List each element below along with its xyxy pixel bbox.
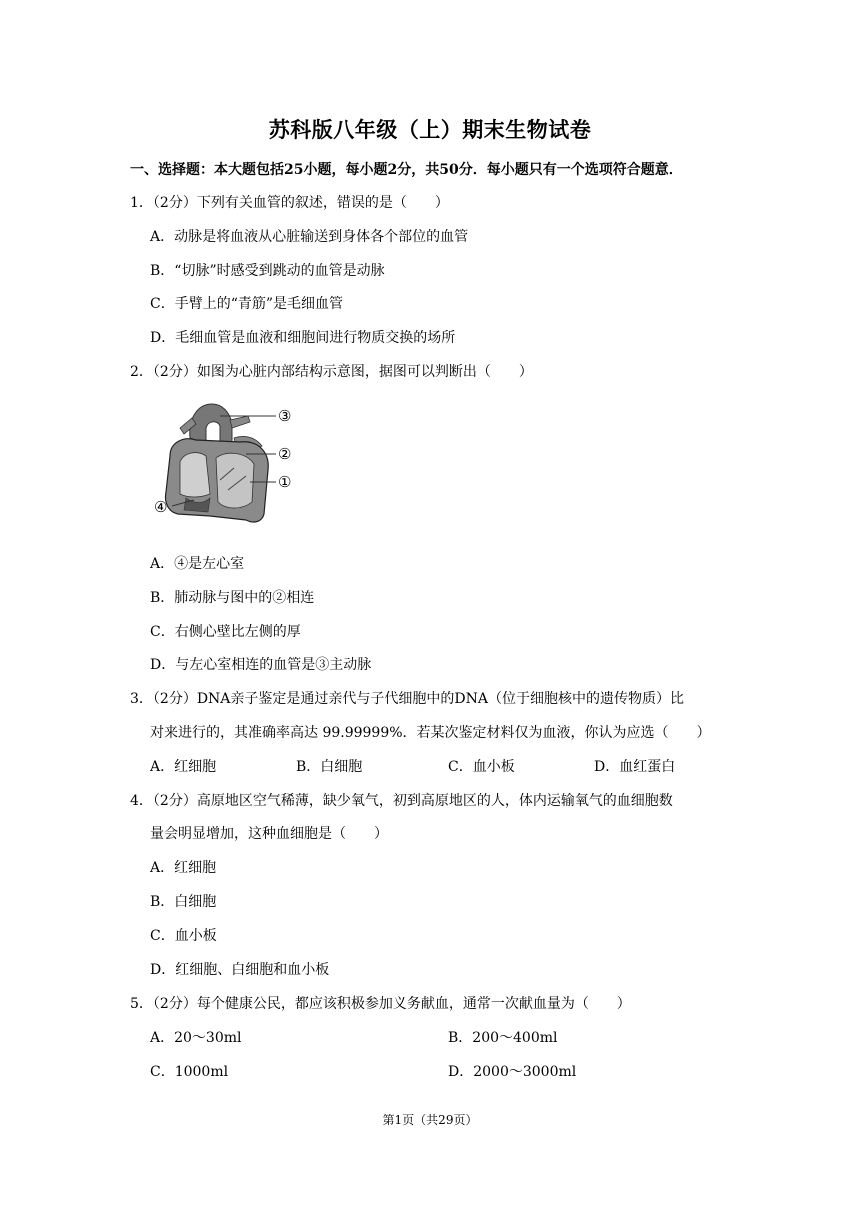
diagram-label-3: ③ (278, 407, 292, 425)
question-2-option-b: B．肺动脉与图中的②相连 (150, 590, 315, 606)
question-1-option-d: D．毛细血管是血液和细胞间进行物质交换的场所 (150, 330, 456, 346)
question-3-option-b: B．白细胞 (296, 759, 363, 775)
question-3-option-c: C．血小板 (448, 759, 515, 775)
question-2-option-d: D．与左心室相连的血管是③主动脉 (150, 657, 372, 673)
question-3-stem-line-1: 3．（2分）DNA亲子鉴定是通过亲代与子代细胞中的DNA（位于细胞核中的遗传物质）比 (130, 691, 684, 707)
question-4-option-c: C．血小板 (150, 928, 217, 944)
question-4-option-b: B．白细胞 (150, 894, 217, 910)
question-1-option-b: B．“切脉”时感受到跳动的血管是动脉 (150, 263, 385, 279)
question-1-option-a: A．动脉是将血液从心脏输送到身体各个部位的血管 (150, 229, 469, 245)
question-2-option-c: C．右侧心壁比左侧的厚 (150, 624, 301, 640)
question-3-option-a: A．红细胞 (150, 759, 217, 775)
diagram-label-4: ④ (154, 498, 168, 516)
question-5-option-a: A．20～30ml (150, 1030, 242, 1046)
question-1-stem: 1．（2分）下列有关血管的叙述，错误的是（ ） (130, 195, 449, 211)
question-4-stem-line-2: 量会明显增加，这种血细胞是（ ） (150, 826, 388, 842)
question-2-stem: 2．（2分）如图为心脏内部结构示意图，据图可以判断出（ ） (130, 364, 533, 380)
question-1-option-c: C．手臂上的“青筋”是毛细血管 (150, 296, 344, 312)
diagram-label-2: ② (278, 445, 292, 463)
question-3-stem-line-2: 对来进行的，其准确率高达 99.99999%．若某次鉴定材料仅为血液，你认为应选（ ） (150, 725, 711, 741)
page-title: 苏科版八年级（上）期末生物试卷 (268, 117, 592, 142)
diagram-label-1: ① (278, 473, 292, 491)
question-4-option-a: A．红细胞 (150, 860, 217, 876)
question-2-option-a: A．④是左心室 (150, 556, 245, 572)
question-5-option-d: D．2000～3000ml (448, 1064, 577, 1080)
question-3-option-d: D．血红蛋白 (594, 759, 676, 775)
heart-diagram (150, 398, 310, 532)
question-5-option-b: B．200～400ml (448, 1030, 558, 1046)
question-5-stem: 5．（2分）每个健康公民，都应该积极参加义务献血，通常一次献血量为（ ） (130, 996, 631, 1012)
page-footer: 第1页（共29页） (382, 1113, 478, 1127)
question-5-option-c: C．1000ml (150, 1064, 229, 1080)
question-4-option-d: D．红细胞、白细胞和血小板 (150, 962, 330, 978)
section-heading: 一、选择题：本大题包括25小题，每小题2分，共50分．每小题只有一个选项符合题意． (130, 162, 683, 178)
question-4-stem-line-1: 4．（2分）高原地区空气稀薄，缺少氧气，初到高原地区的人，体内运输氧气的血细胞数 (130, 793, 673, 809)
